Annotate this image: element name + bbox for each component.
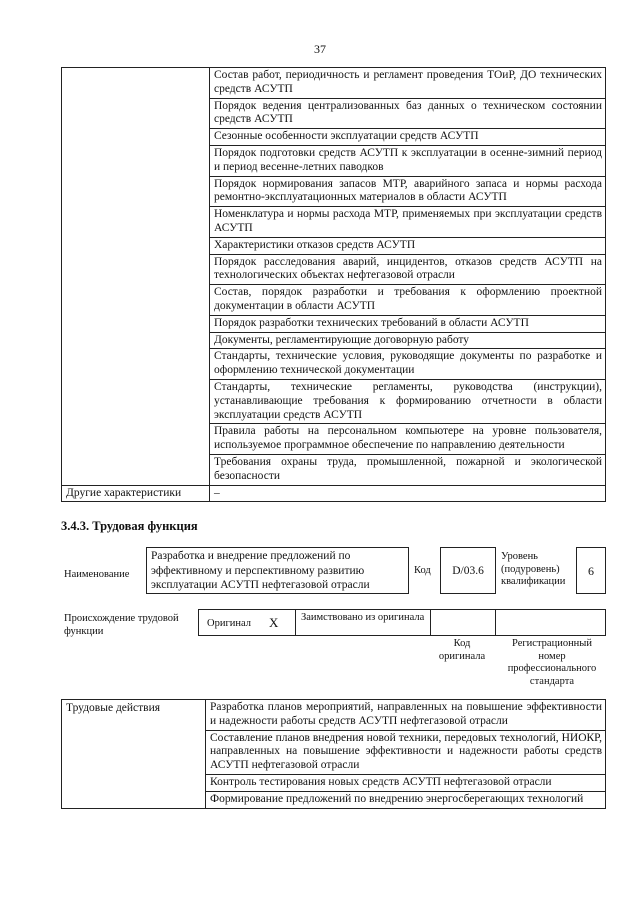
cell-divider: [295, 610, 296, 635]
section-title: 3.4.3. Трудовая функция: [61, 519, 198, 533]
borrowed-label: Заимствовано из оригинала: [301, 612, 425, 623]
table-cell: Формирование предложений по внедрению энергосберегающих технологий: [206, 791, 606, 808]
table-cell: Состав, порядок разработки и требования к оформлению проектной документации в области АСУТП: [210, 285, 606, 316]
table-cell: Документы, регламентирующие договорную работу: [210, 332, 606, 349]
table-cell: Состав работ, периодичность и регламент проведения ТОиР, ДО технических средств АСУТП: [210, 68, 606, 99]
table-cell: Разработка планов мероприятий, направленных на повышение эффективности и надежности работы средств АСУТП нефтегазовой отрасли: [206, 700, 606, 731]
table-cell-empty: [62, 68, 210, 486]
page-number: 37: [314, 42, 326, 56]
table-row: [62, 700, 606, 731]
code-label: Код: [414, 565, 431, 576]
reg-number-caption: Регистрационный номер профессионального стандарта: [507, 638, 597, 687]
origin-label: Происхождение трудовой функции: [64, 613, 179, 637]
table-cell: Номенклатура и нормы расхода МТР, применяемых при эксплуатации средств АСУТП: [210, 207, 606, 238]
table-cell: Порядок расследования аварий, инцидентов, отказов средств АСУТП на технологических объектах нефтегазовой отрасли: [210, 254, 606, 285]
other-characteristics-label: Другие характеристики: [62, 485, 210, 502]
table-cell: Контроль тестирования новых средств АСУТП нефтегазовой отрасли: [206, 774, 606, 791]
table-row: [62, 68, 606, 99]
table-cell: Стандарты, технические условия, руководящие документы по разработке и оформлению технической документации: [210, 349, 606, 380]
table-cell: Порядок нормирования запасов МТР, аварийного запаса и нормы расхода ремонтно-эксплуатационных материалов в области АСУТП: [210, 176, 606, 207]
labor-actions-label: Трудовые действия: [62, 700, 206, 809]
name-value: Разработка и внедрение предложений по эффективному и перспективному развитию эксплуатации АСУТП нефтегазовой отрасли: [146, 547, 409, 594]
table-cell: Порядок подготовки средств АСУТП к эксплуатации в осенне-зимний период и период весенне-летних паводков: [210, 145, 606, 176]
table-cell: Порядок разработки технических требований в области АСУТП: [210, 315, 606, 332]
table-row: [62, 485, 606, 502]
level-value: 6: [576, 547, 606, 594]
origin-row: [198, 609, 606, 636]
knowledge-table: [61, 67, 606, 502]
code-value: D/03.6: [440, 547, 496, 594]
name-label: Наименование: [64, 569, 130, 580]
level-label: Уровень (подуровень) квалификации: [501, 551, 566, 587]
code-original-caption: Код оригинала: [438, 638, 486, 662]
table-cell: Порядок ведения централизованных баз данных о техническом состоянии средств АСУТП: [210, 98, 606, 129]
table-cell: Требования охраны труда, промышленной, пожарной и экологической безопасности: [210, 454, 606, 485]
table-cell: Сезонные особенности эксплуатации средств АСУТП: [210, 129, 606, 146]
table-cell: Составление планов внедрения новой техники, передовых технологий, НИОКР, направленных на повышение эффективности и надежности работы средств АСУТП нефтегазовой отрасли: [206, 730, 606, 774]
original-label: Оригинал: [207, 618, 251, 629]
labor-actions-table: [61, 699, 606, 809]
table-cell: Характеристики отказов средств АСУТП: [210, 237, 606, 254]
table-cell: Правила работы на персональном компьютере на уровне пользователя, используемое программное обеспечение по направлению деятельности: [210, 424, 606, 455]
original-mark: X: [269, 615, 279, 630]
table-cell: Стандарты, технические регламенты, руководства (инструкции), устанавливающие требования к формированию отчетности в области эксплуатации средств АСУТП: [210, 379, 606, 423]
cell-divider: [495, 610, 496, 635]
other-characteristics-value: –: [210, 485, 606, 502]
cell-divider: [430, 610, 431, 635]
